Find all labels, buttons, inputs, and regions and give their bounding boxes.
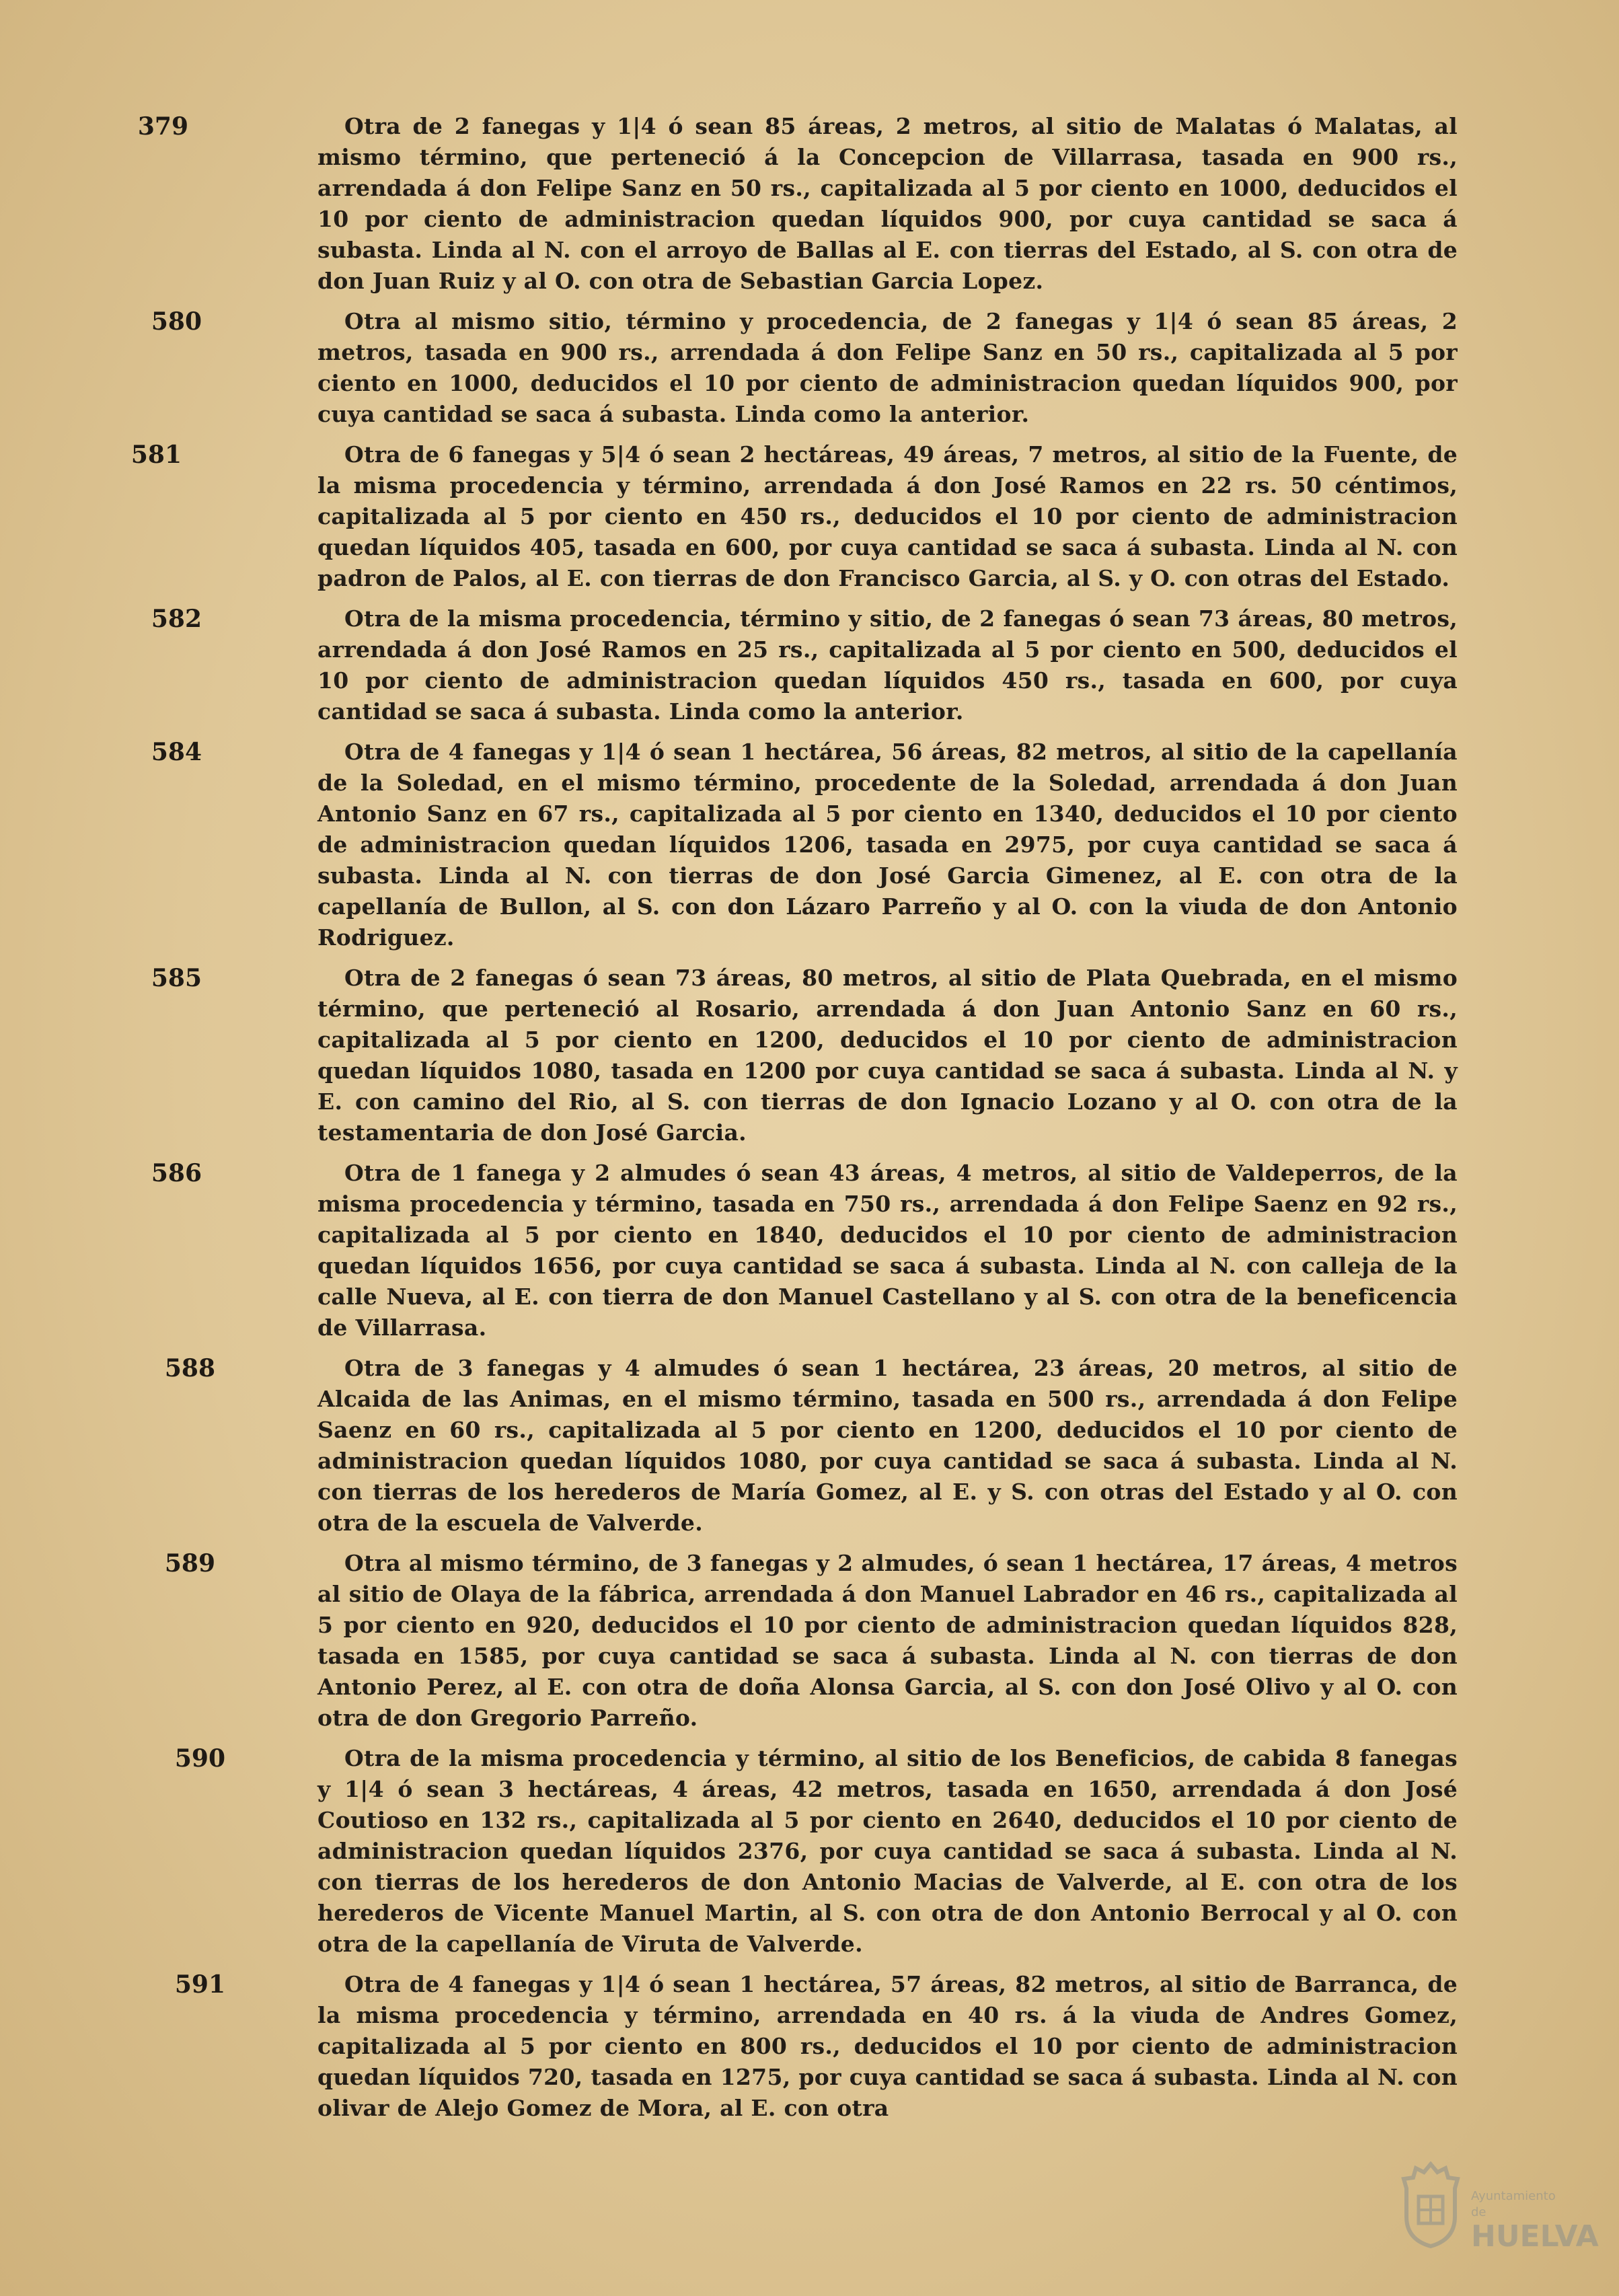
entry-number: 379	[137, 112, 188, 141]
entry-588	[0, 1353, 1619, 1539]
entry-number: 590	[174, 1744, 225, 1773]
entry-text: Otra de 6 fanegas y 5|4 ó sean 2 hectáreas, 49 áreas, 7 metros, al sitio de la Fuente, de la misma procedencia y término, arrendada á don José Ramos en 22 rs. 50 céntimos, capitalizada al 5 por ciento en 450 rs., deducidos el 10 por ciento de administracion quedan líquidos 405, tasada en 600, por cuya cantidad se saca á subasta. Linda al N. con padron de Palos, al E. con tierras de don Francisco Garcia, al S. y O. con otras del Estado.	[317, 441, 1458, 591]
entry-text: Otra de 2 fanegas y 1|4 ó sean 85 áreas, 2 metros, al sitio de Malatas ó Malatas, al mismo término, que perteneció á la Concepcion de Villarrasa, tasada en 900 rs., arrendada á don Felipe Sanz en 50 rs., capitalizada al 5 por ciento en 1000, deducidos el 10 por ciento de administracion quedan líquidos 900, por cuya cantidad se saca á subasta. Linda al N. con el arroyo de Ballas al E. con tierras del Estado, al S. con otra de don Juan Ruiz y al O. con otra de Sebastian Garcia Lopez.	[317, 113, 1458, 294]
entry-text: Otra de 4 fanegas y 1|4 ó sean 1 hectárea, 57 áreas, 82 metros, al sitio de Barranca, de la misma procedencia y término, arrendada en 40 rs. á la viuda de Andres Gomez, capitalizada al 5 por ciento en 800 rs., deducidos el 10 por ciento de administracion quedan líquidos 720, tasada en 1275, por cuya cantidad se saca á subasta. Linda al N. con olivar de Alejo Gomez de Mora, al E. con otra	[317, 1971, 1458, 2121]
entry-number: 580	[151, 307, 202, 336]
entry-580	[0, 306, 1619, 430]
entry-number: 581	[130, 441, 182, 469]
entry-text: Otra de 4 fanegas y 1|4 ó sean 1 hectárea, 56 áreas, 82 metros, al sitio de la capellanía de la Soledad, en el mismo término, procedente de la Soledad, arrendada á don Juan Antonio Sanz en 67 rs., capitalizada al 5 por ciento en 1340, deducidos el 10 por ciento de administracion quedan líquidos 1206, tasada en 2975, por cuya cantidad se saca á subasta. Linda al N. con tierras de don José Garcia Gimenez, al E. con otra de la capellanía de Bullon, al S. con don Lázaro Parreño y al O. con la viuda de don Antonio Rodriguez.	[317, 739, 1458, 951]
watermark-small-text: Ayuntamiento de	[1471, 2189, 1556, 2219]
watermark-logo	[1397, 2161, 1599, 2254]
entry-text: Otra de 1 fanega y 2 almudes ó sean 43 áreas, 4 metros, al sitio de Valdeperros, de la misma procedencia y término, tasada en 750 rs., arrendada á don Felipe Saenz en 92 rs., capitalizada al 5 por ciento en 1840, deducidos el 10 por ciento de administracion quedan líquidos 1656, por cuya cantidad se saca á subasta. Linda al N. con calleja de la calle Nueva, al E. con tierra de don Manuel Castellano y al S. con otra de la beneficencia de Villarrasa.	[317, 1160, 1458, 1341]
entry-number: 589	[164, 1549, 215, 1578]
entry-number: 584	[151, 738, 202, 766]
entry-582	[0, 603, 1619, 727]
city-shield-icon	[1397, 2161, 1464, 2249]
entry-text: Otra de la misma procedencia y término, al sitio de los Beneficios, de cabida 8 fanegas y 1|4 ó sean 3 hectáreas, 4 áreas, 42 metros, tasada en 1650, arrendada á don José Coutioso en 132 rs., capitalizada al 5 por ciento en 2640, deducidos el 10 por ciento de administracion quedan líquidos 2376, por cuya cantidad se saca á subasta. Linda al N. con tierras de los herederos de don Antonio Macias de Valverde, al E. con otra de los herederos de Vicente Manuel Martin, al S. con otra de don Antonio Berrocal y al O. con otra de la capellanía de Viruta de Valverde.	[317, 1745, 1458, 1957]
entry-number: 588	[164, 1354, 215, 1382]
entry-number: 586	[151, 1159, 202, 1187]
entry-number: 591	[174, 1970, 225, 1999]
entry-585	[0, 963, 1619, 1148]
entry-text: Otra al mismo término, de 3 fanegas y 2 almudes, ó sean 1 hectárea, 17 áreas, 4 metros al sitio de Olaya de la fábrica, arrendada á don Manuel Labrador en 46 rs., capitalizada al 5 por ciento en 920, deducidos el 10 por ciento de administracion quedan líquidos 828, tasada en 1585, por cuya cantidad se saca á subasta. Linda al N. con tierras de don Antonio Perez, al E. con otra de doña Alonsa Garcia, al S. con don José Olivo y al O. con otra de don Gregorio Parreño.	[317, 1550, 1458, 1731]
entry-number: 585	[151, 964, 202, 992]
entry-581	[0, 439, 1619, 594]
entry-text: Otra al mismo sitio, término y procedencia, de 2 fanegas y 1|4 ó sean 85 áreas, 2 metros, tasada en 900 rs., arrendada á don Felipe Sanz en 50 rs., capitalizada al 5 por ciento en 1000, deducidos el 10 por ciento de administracion quedan líquidos 900, por cuya cantidad se saca á subasta. Linda como la anterior.	[317, 308, 1458, 427]
watermark-text	[1471, 2161, 1599, 2254]
entry-text: Otra de 2 fanegas ó sean 73 áreas, 80 metros, al sitio de Plata Quebrada, en el mismo término, que perteneció al Rosario, arrendada á don Juan Antonio Sanz en 60 rs., capitalizada al 5 por ciento en 1200, deducidos el 10 por ciento de administracion quedan líquidos 1080, tasada en 1200 por cuya cantidad se saca á subasta. Linda al N. y E. con camino del Rio, al S. con tierras de don Ignacio Lozano y al O. con otra de la testamentaria de don José Garcia.	[317, 965, 1458, 1146]
entry-list	[0, 111, 1619, 2133]
entry-number: 582	[151, 605, 202, 633]
entry-586	[0, 1158, 1619, 1343]
entry-590	[0, 1743, 1619, 1960]
entry-text: Otra de 3 fanegas y 4 almudes ó sean 1 hectárea, 23 áreas, 20 metros, al sitio de Alcaida de las Animas, en el mismo término, tasada en 500 rs., arrendada á don Felipe Saenz en 60 rs., capitalizada al 5 por ciento en 1200, deducidos el 10 por ciento de administracion quedan líquidos 1080, por cuya cantidad se saca á subasta. Linda al N. con tierras de los herederos de María Gomez, al E. y S. con otras del Estado y al O. con otra de la escuela de Valverde.	[317, 1355, 1458, 1536]
entry-379	[0, 111, 1619, 297]
entry-589	[0, 1548, 1619, 1734]
watermark-big-text: HUELVA	[1471, 2219, 1599, 2254]
entry-text: Otra de la misma procedencia, término y sitio, de 2 fanegas ó sean 73 áreas, 80 metros, arrendada á don José Ramos en 25 rs., capitalizada al 5 por ciento en 500, deducidos el 10 por ciento de administracion quedan líquidos 450 rs., tasada en 600, por cuya cantidad se saca á subasta. Linda como la anterior.	[317, 605, 1458, 725]
entry-584	[0, 737, 1619, 953]
entry-591	[0, 1969, 1619, 2124]
